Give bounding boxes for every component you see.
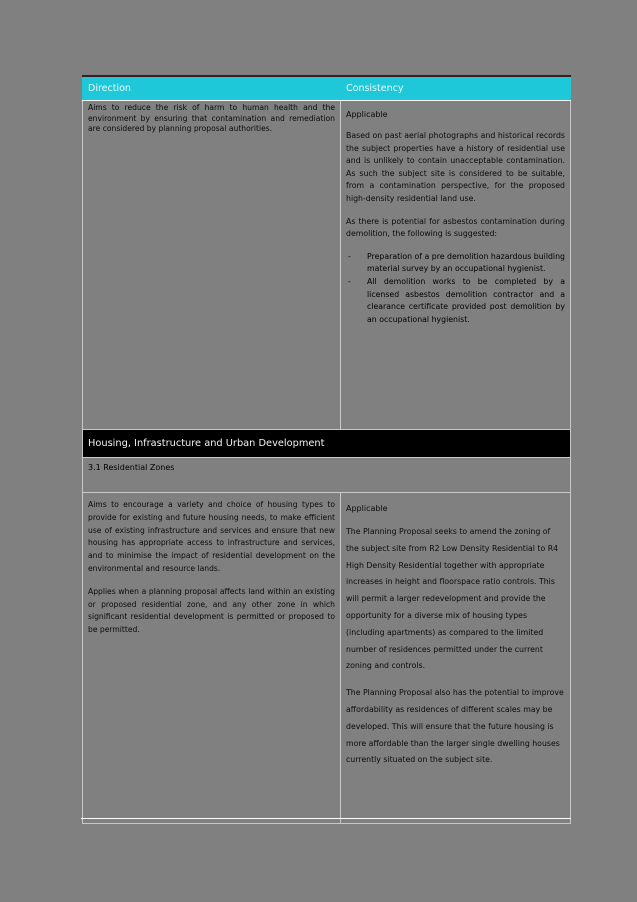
table-row	[83, 493, 571, 824]
table-header-row	[83, 76, 571, 101]
consistency-paragraph: Based on past aerial photographs and historical records the subject properties have a history of residential use and is unlikely to contain unacceptable contamination. As such the subject site is considered to be suitable, from a contamination perspective, for the proposed high-density residential land use.	[346, 131, 565, 203]
section-heading-row	[83, 430, 571, 458]
header-direction: Direction	[83, 76, 341, 101]
subsection-heading-row	[83, 458, 571, 493]
direction-text: Aims to encourage a variety and choice of housing types to provide for existing and future housing needs, to make efficient use of existing infrastructure and services and ensure that new housing has appropriate access to infrastructure and services, and to minimise the impact of residential development on the environmental and resource lands.	[88, 500, 335, 573]
direction-text: Aims to reduce the risk of harm to human health and the environment by ensuring that contamination and remediation are considered by planning proposal authorities.	[88, 103, 335, 133]
consistency-paragraph: The Planning Proposal seeks to amend the zoning of the subject site from R2 Low Density Residential to R4 High Density Residential together with appropriate increases in height and floorspace ratio controls. This will permit a larger redevelopment and provide the opportunity for a diverse mix of housing types (including apartments) as compared to the limited number of residences permitted under the current zoning and controls.	[346, 527, 559, 671]
list-item	[346, 276, 565, 326]
subsection-heading: 3.1 Residential Zones	[83, 458, 571, 493]
consistency-status: Applicable	[346, 504, 388, 513]
dash-bullet-icon: -	[348, 276, 351, 286]
consistency-paragraph: As there is potential for asbestos contamination during demolition, the following is suggested:	[346, 216, 565, 239]
consistency-table	[82, 75, 571, 824]
header-consistency: Consistency	[341, 76, 571, 101]
list-item	[346, 251, 565, 276]
consistency-cell	[341, 493, 571, 824]
direction-cell	[83, 493, 341, 824]
list-item-text: Preparation of a pre demolition hazardous building material survey by an occupational hygienist.	[367, 251, 565, 274]
recommendation-list	[346, 251, 565, 327]
list-item-text: All demolition works to be completed by a licensed asbestos demolition contractor and a clearance certificate provided post demolition by an occupational hygienist.	[367, 276, 565, 324]
consistency-cell	[341, 101, 571, 430]
dash-bullet-icon: -	[348, 251, 351, 261]
table-bottom-rule	[81, 818, 571, 819]
direction-cell	[83, 101, 341, 430]
section-heading: Housing, Infrastructure and Urban Development	[83, 430, 571, 458]
table-row	[83, 101, 571, 430]
consistency-status: Applicable	[346, 110, 388, 119]
consistency-paragraph: The Planning Proposal also has the potential to improve affordability as residences of different scales may be developed. This will ensure that the future housing is more affordable than the larger single dwelling houses currently situated on the subject site.	[346, 688, 564, 765]
direction-text: Applies when a planning proposal affects land within an existing or proposed residential zone, and any other zone in which significant residential development is permitted or proposed to be permitted.	[88, 586, 335, 635]
